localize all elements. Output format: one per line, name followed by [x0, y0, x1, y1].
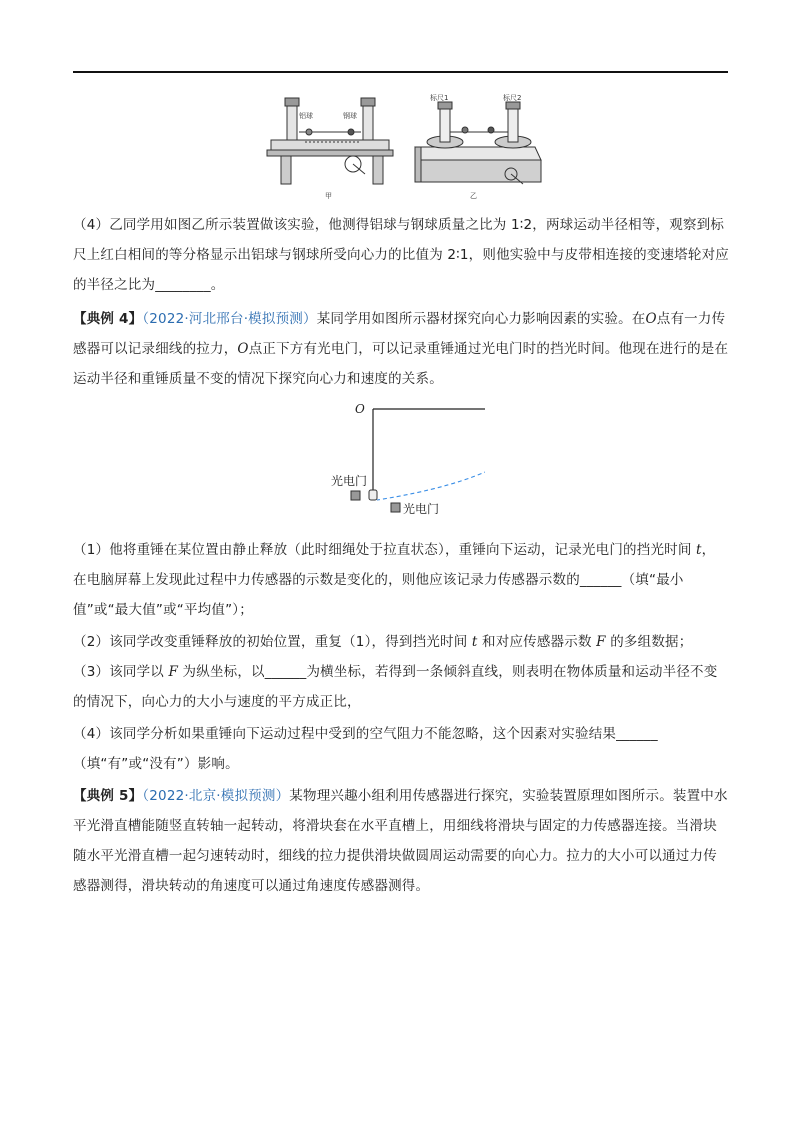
example-4-question-3: [73, 657, 729, 717]
example-4-text-b: 点有一力传感器可以记录细线的拉力，: [73, 311, 726, 357]
photogate-1: [351, 491, 360, 500]
caption-yi: 乙: [470, 192, 477, 200]
q2-text-a: （2）该同学改变重锤释放的初始位置，重复（1），得到挡光时间: [73, 634, 472, 650]
photogate-2: [391, 503, 400, 512]
example-4-text-a: 某同学用如图所示器材探究向心力影响因素的实验。在: [316, 311, 646, 327]
biao-chi1-label: 标尺1: [430, 94, 449, 102]
pendulum-drawing: [325, 395, 485, 520]
example-5-label: 【典例 5】: [73, 788, 143, 804]
pendulum-figure: [325, 395, 485, 520]
q2-text-c: 的多组数据；: [605, 634, 693, 650]
example-5-intro: [73, 781, 729, 901]
apparatus-figure: [265, 92, 545, 202]
q3-text-b: 为纵坐标，以______为横坐标，若得到一条倾斜直线，则表明在物体质量和运动半径不变的情况下，向心力的大小与速度的平方成正比，: [73, 664, 718, 710]
lv-qiu-label: 铝球: [299, 112, 313, 120]
biao-chi2-label: 标尺2: [503, 94, 522, 102]
photogate-label-2: 光电门: [403, 502, 440, 516]
q2-text-b: 和对应传感器示数: [477, 634, 597, 650]
example-4-intro: [73, 304, 729, 394]
q3-var-f: F: [168, 664, 179, 680]
point-o-1: O: [645, 311, 657, 327]
gang-qiu-label: 钢球: [343, 112, 357, 120]
example-5-source: （2022·北京·模拟预测）: [142, 788, 290, 804]
q2-var-t: t: [471, 634, 478, 650]
q1-text-b: ，在电脑屏幕上发现此过程中力传感器的示数是变化的，则他应该记录力传感器示数的______（填“最小值”或“最大值”或“平均值”）；: [73, 542, 716, 618]
o-point-label: O: [355, 402, 365, 416]
q1-var-t: t: [696, 542, 702, 558]
example-4-question-4: （4）该同学分析如果重锤向下运动过程中受到的空气阻力不能忽略，这个因素对实验结果______（填“有”或“没有”）影响。: [73, 726, 658, 772]
example-4-text-c: 点正下方有光电门，可以记录重锤通过光电门时的挡光时间。他现在进行的是在运动半径和重锤质量不变的情况下探究向心力和速度的关系。: [73, 341, 729, 387]
q1-text-a: （1）他将重锤在某位置由静止释放（此时细绳处于拉直状态），重锤向下运动，记录光电门的挡光时间: [73, 542, 697, 558]
q2-var-f: F: [596, 634, 606, 650]
swing-path: [377, 414, 485, 500]
point-o-2: O: [237, 341, 249, 357]
caption-jia: 甲: [325, 192, 332, 200]
example-4-question-2: [73, 627, 729, 657]
example-4-source: （2022·河北邢台·模拟预测）: [142, 311, 317, 327]
apparatus-drawing: [265, 92, 545, 202]
bob: [369, 490, 377, 500]
photogate-label-1: 光电门: [331, 474, 368, 488]
prev-question-4: （4）乙同学用如图乙所示装置做该实验，他测得铝球与钢球质量之比为 1∶2，两球运动半径相等，观察到标尺上红白相间的等分格显示出铝球与钢球所受向心力的比值为 2∶1，则他实验中与皮带相连接的变速塔轮对应的半径之比为________。: [73, 217, 729, 293]
example-4-label: 【典例 4】: [73, 311, 143, 327]
example-4-question-1: [73, 535, 729, 625]
example-5-text: 某物理兴趣小组利用传感器进行探究，实验装置原理如图所示。装置中水平光滑直槽能随竖直转轴一起转动，将滑块套在水平直槽上，用细线将滑块与固定的力传感器连接。当滑块随水平光滑直槽一起匀速转动时，细线的拉力提供滑块做圆周运动需要的向心力。拉力的大小可以通过力传感器测得，滑块转动的角速度可以通过角速度传感器测得。: [73, 788, 728, 894]
header-rule: [73, 71, 728, 73]
q3-text-a: （3）该同学以: [73, 664, 169, 680]
